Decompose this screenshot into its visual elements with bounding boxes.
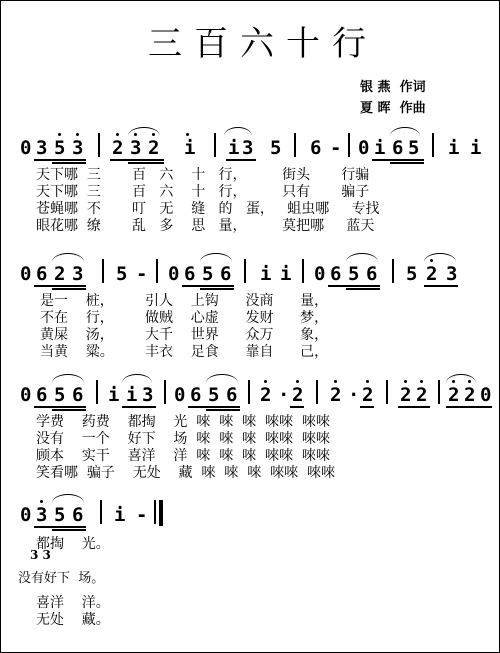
lyric-line-3-verse-4: 笑看哪 骗子 无处 藏 唻 唻 唻 唻唻 唻唻 bbox=[36, 465, 336, 481]
sub-notes: 3 3 bbox=[30, 548, 51, 562]
lyric-line-3-verse-3: 顾本 实干 喜洋 洋 唻 唻 唻 唻唻 唻唻 bbox=[36, 448, 330, 464]
notation-line-4: 0 3 5 6 i - bbox=[18, 500, 488, 526]
notation-line-3: 0 6 5 6 i i 3 0 6 5 6 2 · 2 2 · 2 2 2 2 2 0 bbox=[18, 380, 488, 406]
lyric-line-4-verse-3: 喜洋 洋。 bbox=[36, 595, 110, 611]
lyric-line-1-verse-2: 天下哪 三 百 六 十 行， 只有 骗子 bbox=[36, 184, 370, 200]
lyric-line-1-verse-4: 眼花哪 缭 乱 多 思 量， 莫把哪 蓝天 bbox=[36, 218, 375, 234]
notation-line-1: 0 3 5 3 2 3 2 i i 3 5 6 - 0 i 6 5 i i bbox=[18, 133, 488, 159]
notation-line-2: 0 6 2 3 5 - 0 6 5 6 i i 0 6 5 6 5 2 3 bbox=[18, 259, 488, 285]
lyricist-credit: 银 燕 作词 bbox=[360, 80, 426, 95]
lyric-line-3-verse-1: 学费 药费 都掏 光 唻 唻 唻 唻唻 唻唻 bbox=[36, 414, 330, 430]
lyric-line-4-verse-4: 无处 藏。 bbox=[36, 612, 110, 628]
lyric-line-4-verse-2: 没有好下 场。 bbox=[18, 571, 105, 586]
lyric-line-2-verse-3: 黄屎 汤， 大千 世界 众万 象， bbox=[40, 327, 329, 343]
lyric-line-2-verse-4: 当黄 粱。 丰衣 足食 靠自 己， bbox=[40, 344, 329, 360]
lyric-line-4-verse-1: 都掏 光。 bbox=[36, 536, 110, 552]
lyric-line-2-verse-2: 不在 行， 做贼 心虚 发财 梦， bbox=[40, 310, 329, 326]
lyric-line-1-verse-3: 苍蝇哪 不 叮 无 缝 的 蛋， 蛆虫哪 专找 bbox=[36, 201, 380, 217]
song-title: 三百六十行 bbox=[148, 24, 378, 64]
lyric-line-2-verse-1: 是一 桩， 引人 上钩 没商 量， bbox=[40, 293, 329, 309]
composer-credit: 夏 晖 作曲 bbox=[360, 101, 426, 116]
lyric-line-1-verse-1: 天下哪 三 百 六 十 行， 街头 行骗 bbox=[36, 167, 370, 183]
lyric-line-3-verse-2: 没有 一个 好下 场 唻 唻 唻 唻唻 唻唻 bbox=[36, 431, 330, 447]
